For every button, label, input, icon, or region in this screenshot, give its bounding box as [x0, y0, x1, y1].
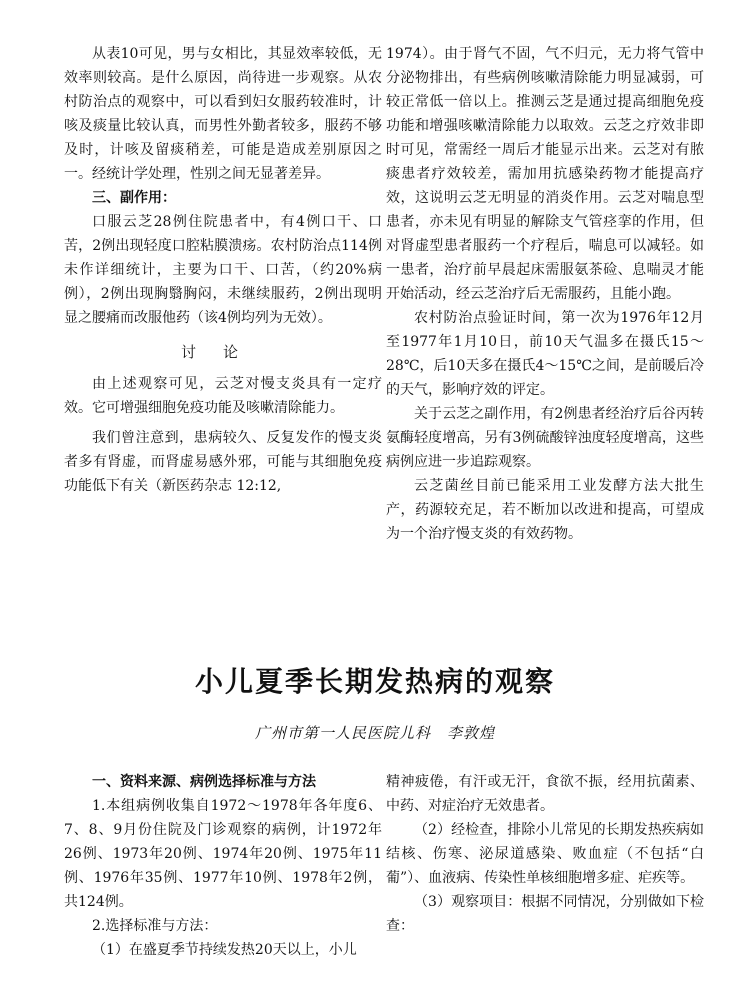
paragraph-criteria-heading: 2.选择标准与方法：: [92, 918, 218, 934]
bottom-left-column: [64, 770, 382, 962]
top-left-column: [64, 42, 382, 498]
paragraph-mechanism: 1974）。由于肾气不固，气不归元，无力将气管中分泌物排出，有些病例咳嗽清除能力明显减弱，可较正常低一倍以上。推测云芝是通过提高细胞免疫功能和增强咳嗽清除能力以取效。云芝之疗效非即时可见，常需经一周后才能显示出来。云芝对有脓痰患者疗效较差，需加用抗感染药物才能提高疗效，这说明云芝无明显的消炎作用。云芝对喘息型患者，亦未见有明显的解除支气管痉挛的作用，但对肾虚型患者服药一个疗程后，喘息可以减轻。如一患者，治疗前早晨起床需服氨茶硷、息喘灵才能开始活动，经云芝治疗后无需服药，且能小跑。: [386, 46, 704, 302]
paragraph-criterion-3: （3）观察项目：根据不同情况，分别做如下检查：: [386, 894, 704, 934]
paragraph-side-effects: 口服云芝28例住院患者中，有4例口干、口苦，2例出现轻度口腔粘膜溃疡。农村防治点114例未作详细统计，主要为口干、口苦，（约20%病例），2例出现胸翳胸闷，未继续服药，2例出现明显之腰痛而改服他药（该4例均列为无效）。: [64, 214, 382, 326]
section-heading-side-effects: 三、副作用：: [92, 190, 176, 206]
paragraph-case-collection: 1.本组病例收集自1972～1978年各年度6、7、8、9月份住院及门诊观察的病例，计1972年26例、1973年20例、1974年20例、1975年11例、1976年35例、1977年10例、1978年2例，共124例。: [64, 798, 382, 910]
paragraph-side-effects-lab: 关于云芝之副作用，有2例患者经治疗后谷丙转氨酶轻度增高，另有3例硫酸锌浊度轻度增高，这些病例应进一步追踪观察。: [386, 406, 704, 470]
paragraph-criterion-1-cont: 精神疲倦，有汗或无汗，食欲不振，经用抗菌素、中药、对症治疗无效患者。: [386, 774, 704, 814]
paragraph-criterion-2: （2）经检查，排除小儿常见的长期发热疾病如结核、伤寒、泌尿道感染、败血症（不包括“白葡”）、血液病、传染性单核细胞增多症、疟疾等。: [386, 822, 704, 886]
paragraph-conclusion: 云芝菌丝目前已能采用工业发酵方法大批生产，药源较充足，若不断加以改进和提高，可望成为一个治疗慢支炎的有效药物。: [386, 478, 704, 542]
paragraph-discussion-1: 由上述观察可见，云芝对慢支炎具有一定疗效。它可增强细胞免疫功能及咳嗽清除能力。: [64, 376, 382, 416]
paragraph-criterion-1: （1）在盛夏季节持续发热20天以上，小儿: [92, 942, 357, 958]
bottom-right-column: [386, 770, 704, 938]
article-author: 广州市第一人民医院儿科 李敦煌: [254, 724, 495, 742]
paragraph-discussion-2: 我们曾注意到，患病较久、反复发作的慢支炎者多有肾虚，而肾虚易感外邪，可能与其细胞免疫功能低下有关（新医药杂志 12:12,: [64, 430, 382, 494]
top-right-column: [386, 42, 704, 546]
section-heading-materials: 一、资料来源、病例选择标准与方法: [92, 774, 316, 790]
discussion-heading: 讨论: [180, 343, 265, 361]
paragraph-gender-comparison: 从表10可见，男与女相比，其显效率较低，无效率则较高。是什么原因，尚待进一步观察。从农村防治点的观察中，可以看到妇女服药较准时，计咳及痰量比较认真，而男性外勤者较多，服药不够及时，计咳及留痰稍差，可能是造成差别原因之一。经统计学处理，性别之间无显著差异。: [64, 46, 382, 182]
article-title: 小儿夏季长期发热病的观察: [194, 665, 555, 698]
paragraph-verification-time: 农村防治点验证时间，第一次为1976年12月至1977年1月10日，前10天气温多在摄氏15～28℃，后10天多在摄氏4～15℃之间，是前暖后冷的天气，影响疗效的评定。: [386, 310, 704, 398]
